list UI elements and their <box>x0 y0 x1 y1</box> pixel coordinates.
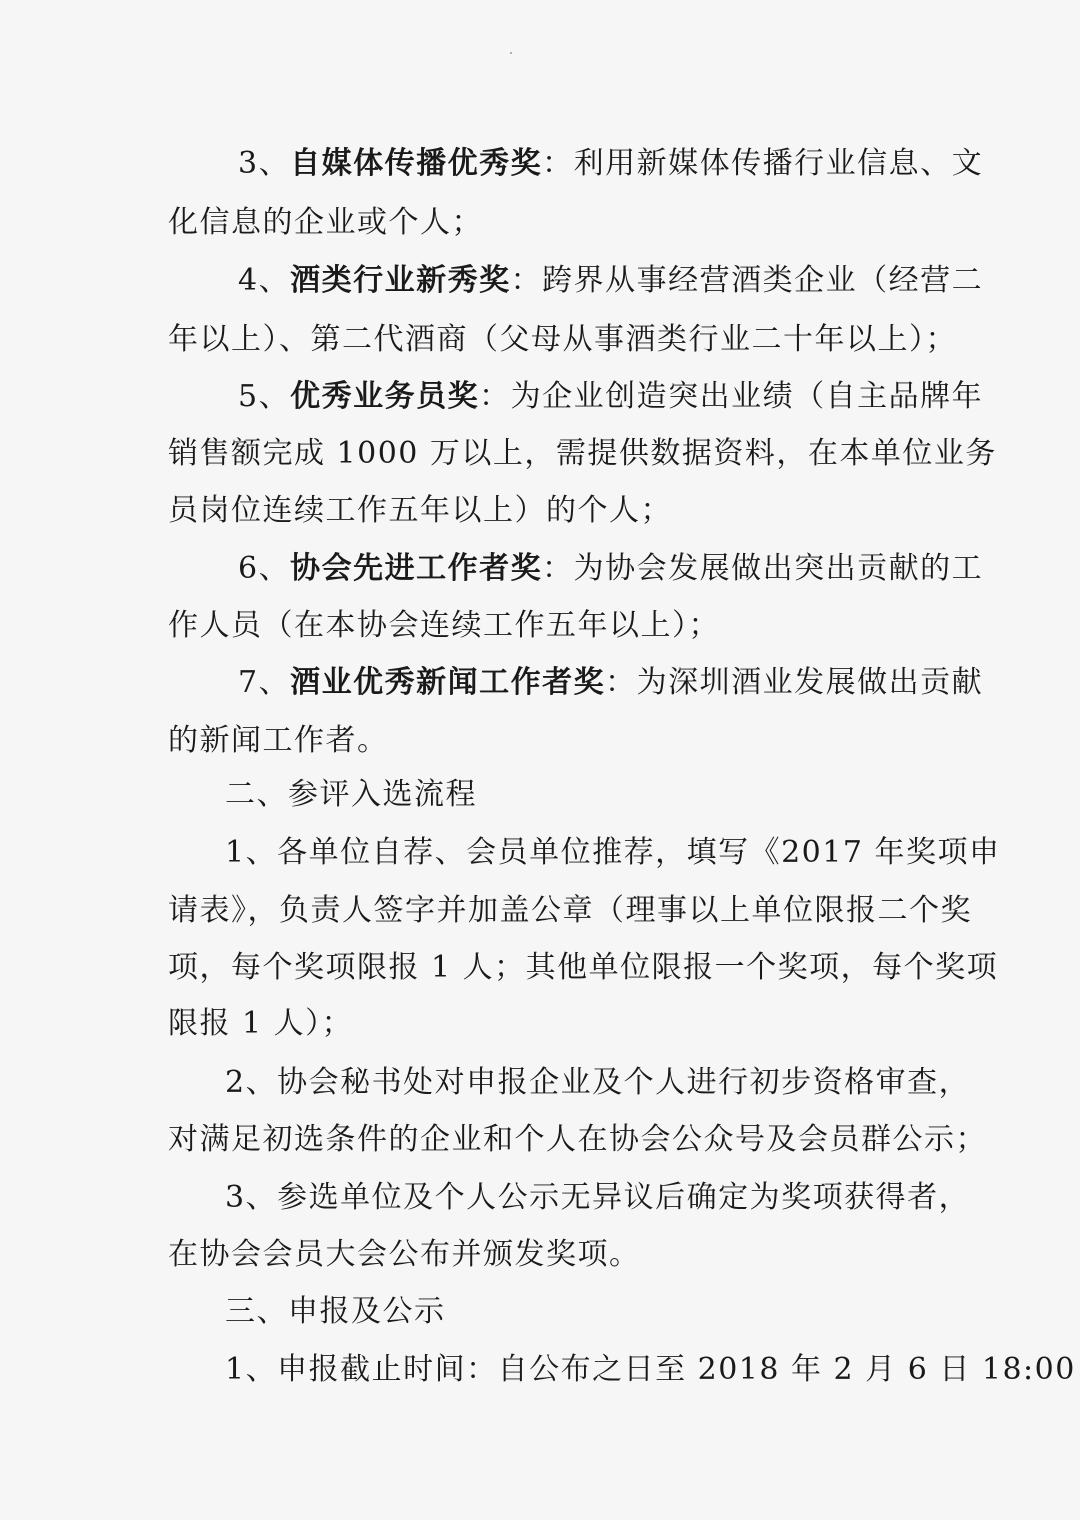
process-step-3-line-2: 在协会会员大会公布并颁发奖项。 <box>168 1237 641 1272</box>
award-description: ：跨界从事经营酒类企业（经营二 <box>510 263 984 298</box>
award-item-5-line-2: 销售额完成 1000 万以上，需提供数据资料，在本单位业务 <box>168 436 997 471</box>
award-number: 7、 <box>238 665 291 700</box>
award-title: 优秀业务员奖 <box>290 379 480 414</box>
section-2-heading: 二、参评入选流程 <box>225 777 477 812</box>
process-step-3-line-1: 3、参选单位及个人公示无异议后确定为奖项获得者， <box>225 1180 971 1215</box>
award-item-4-line-1 <box>238 261 983 301</box>
award-item-3-line-1 <box>238 144 983 184</box>
process-step-1-line-2: 请表》，负责人签字并加盖公章（理事以上单位限报二个奖 <box>168 893 972 928</box>
award-item-7-line-1 <box>238 663 983 703</box>
process-step-2-line-2: 对满足初选条件的企业和个人在协会公众号及会员群公示； <box>168 1122 987 1157</box>
award-number: 5、 <box>238 379 291 414</box>
award-item-6-line-1 <box>238 549 983 589</box>
section-3-heading: 三、申报及公示 <box>225 1294 446 1329</box>
process-step-1-line-1: 1、各单位自荐、会员单位推荐，填写《2017 年奖项申 <box>225 835 1001 870</box>
award-description: ：利用新媒体传播行业信息、文 <box>542 146 984 181</box>
award-title: 酒类行业新秀奖 <box>290 263 511 298</box>
process-step-2-line-1: 2、协会秘书处对申报企业及个人进行初步资格审查， <box>225 1065 971 1100</box>
award-title: 自媒体传播优秀奖 <box>290 146 543 181</box>
award-description: ：为协会发展做出突出贡献的工 <box>542 551 984 586</box>
award-title: 酒业优秀新闻工作者奖 <box>290 665 606 700</box>
award-description: ：为企业创造突出业绩（自主品牌年 <box>479 379 984 414</box>
award-number: 4、 <box>238 263 291 298</box>
award-title: 协会先进工作者奖 <box>290 551 543 586</box>
application-deadline: 1、申报截止时间：自公布之日至 2018 年 2 月 6 日 18:00 <box>225 1352 1076 1387</box>
scan-speck <box>510 52 512 54</box>
process-step-1-line-4: 限报 1 人）； <box>168 1006 354 1041</box>
award-item-5-line-1 <box>238 377 983 417</box>
award-item-4-line-2: 年以上）、第二代酒商（父母从事酒类行业二十年以上）； <box>168 322 957 357</box>
award-number: 3、 <box>238 146 291 181</box>
award-item-5-line-3: 员岗位连续工作五年以上）的个人； <box>168 493 672 528</box>
award-item-7-line-2: 的新闻工作者。 <box>168 723 389 758</box>
process-step-1-line-3: 项，每个奖项限报 1 人；其他单位限报一个奖项，每个奖项 <box>168 950 999 985</box>
award-item-6-line-2: 作人员（在本协会连续工作五年以上）； <box>168 608 720 643</box>
award-number: 6、 <box>238 551 291 586</box>
award-description: ：为深圳酒业发展做出贡献 <box>605 665 984 700</box>
award-item-3-line-2: 化信息的企业或个人； <box>168 205 483 240</box>
